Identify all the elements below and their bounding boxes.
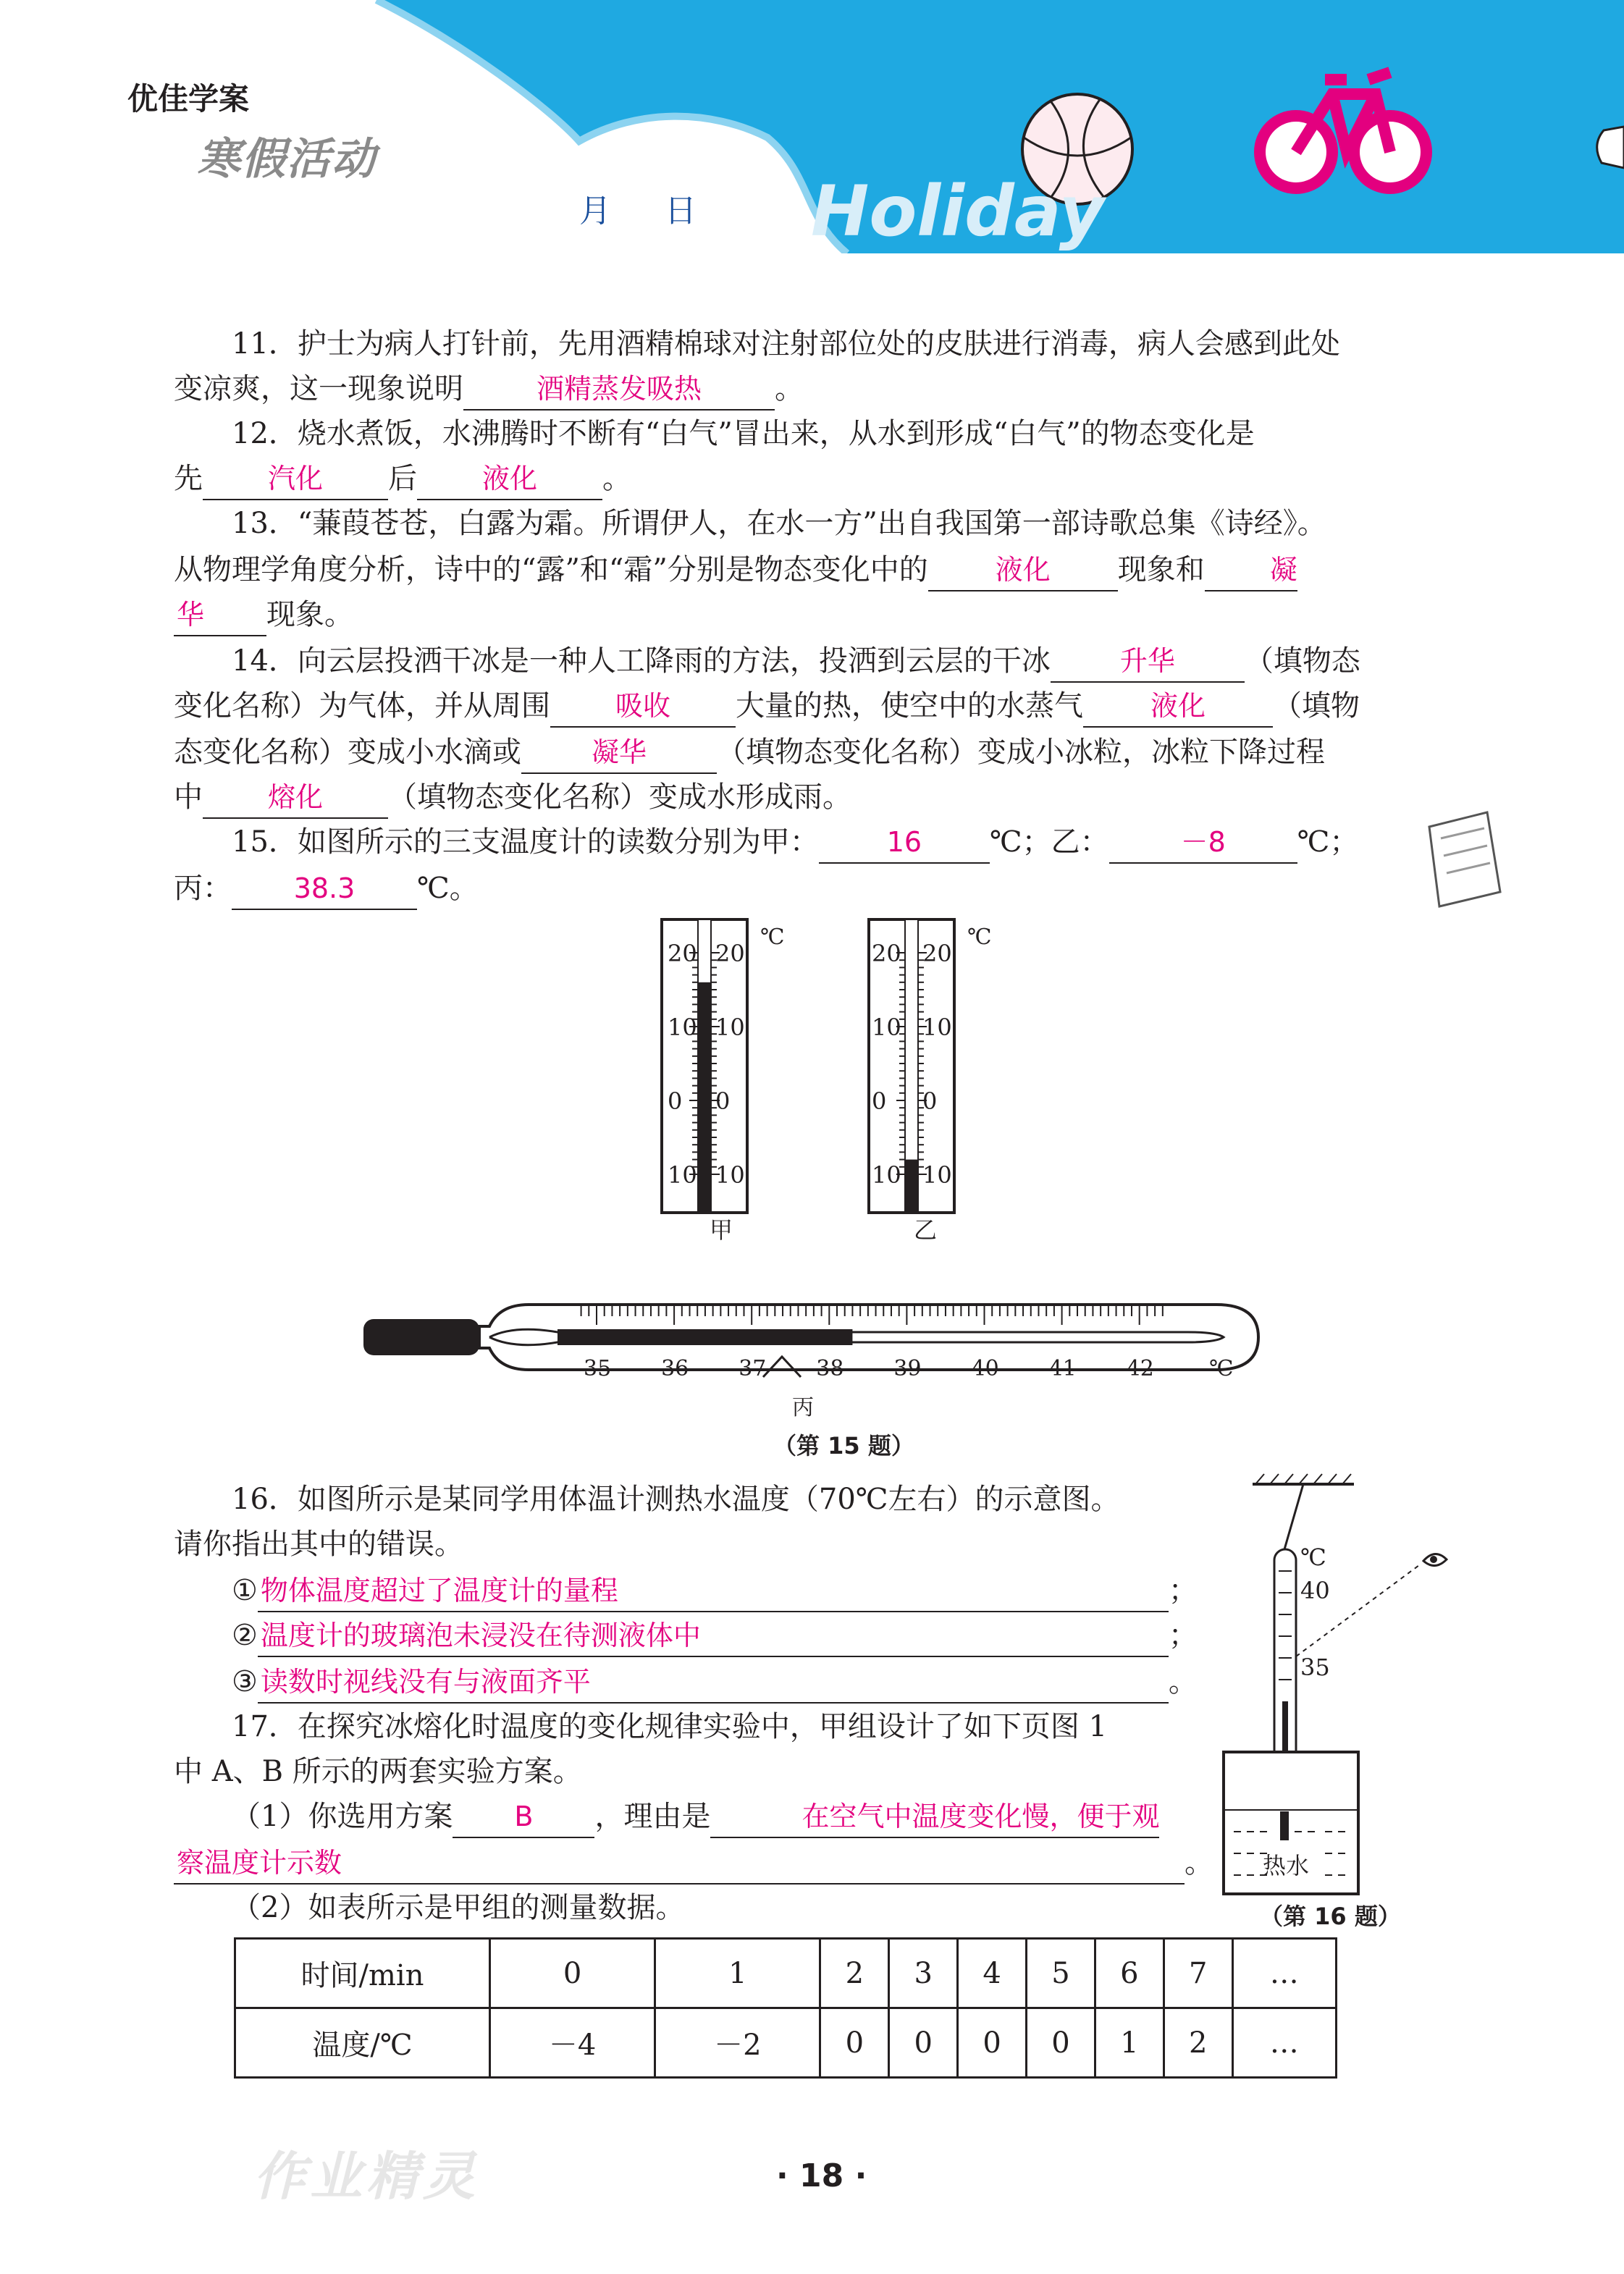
q14-answer-1: 升华 xyxy=(1051,641,1245,683)
table-cell: 6 xyxy=(1095,1939,1164,2008)
jia-unit: ℃ xyxy=(760,925,785,950)
q17-part1: （1）你选用方案 B ，理由是 在空气中温度变化慢，便于观 xyxy=(174,1794,1202,1839)
table-cell: 3 xyxy=(889,1939,958,2008)
q15-caption: （第 15 题） xyxy=(773,1432,914,1460)
yi-right-label: 0 xyxy=(922,1087,938,1115)
q16-scale-lower: 35 xyxy=(1300,1654,1330,1681)
watermark: 作业精灵 xyxy=(253,2146,480,2207)
thermometer-jia xyxy=(662,919,785,1244)
q16-caption: （第 16 题） xyxy=(1260,1903,1401,1930)
q14-answer-2: 吸收 xyxy=(550,686,736,728)
jia-right-label: 0 xyxy=(715,1087,731,1115)
q16-figure xyxy=(1202,1470,1477,1933)
q16-unit: ℃ xyxy=(1300,1544,1326,1571)
jia-right-label: 10 xyxy=(715,1161,745,1189)
table-cell: 0 xyxy=(1027,2008,1095,2078)
q17-answer-reason-a: 在空气中温度变化慢，便于观 xyxy=(710,1796,1159,1838)
q11-line1: 11．护士为病人打针前，先用酒精棉球对注射部位处的皮肤进行消毒，病人会感到此处 xyxy=(232,327,1340,361)
q12-answer-1: 汽化 xyxy=(203,458,388,500)
q16-line1: 16．如图所示是某同学用体温计测热水温度（70℃左右）的示意图。 xyxy=(232,1483,1120,1516)
bing-label: 丙 xyxy=(792,1395,814,1420)
yi-label: 乙 xyxy=(914,1216,938,1244)
q16-line2: 请你指出其中的错误。 xyxy=(174,1528,463,1561)
bing-tick-label: 36 xyxy=(661,1356,689,1381)
q17-line2: 中 A、B 所示的两套实验方案。 xyxy=(174,1755,582,1788)
q17-part1-cont: 察温度计示数 。 xyxy=(174,1840,1202,1885)
eye-icon xyxy=(1423,1554,1447,1565)
q14-line2: 变化名称）为气体，并从周围 吸收 大量的热，使空中的水蒸气 液化 （填物 xyxy=(174,683,1455,728)
table-cell: 5 xyxy=(1027,1939,1095,2008)
thermometer-yi xyxy=(869,919,992,1244)
q15-figure-clinical xyxy=(355,1296,1274,1441)
q15-line2: 丙： 38.3 ℃。 xyxy=(174,866,1455,911)
bing-tick-label: 40 xyxy=(971,1356,999,1381)
q16-item-1: ① 物体温度超过了温度计的量程 ； xyxy=(174,1568,1202,1613)
helmet-icon xyxy=(1597,127,1624,168)
jia-right-label: 10 xyxy=(715,1014,745,1041)
q17-data-table xyxy=(234,1937,1337,2079)
stamp-icon xyxy=(1415,805,1509,914)
table-cell: 0 xyxy=(889,2008,958,2078)
jia-right-label: 20 xyxy=(715,940,745,967)
q11-answer: 酒精蒸发吸热 xyxy=(463,369,775,410)
table-header-cell: 温度/℃ xyxy=(235,2008,490,2078)
yi-right-label: 10 xyxy=(922,1014,952,1041)
bing-unit: ℃ xyxy=(1209,1356,1234,1381)
jia-left-label: 0 xyxy=(668,1087,683,1115)
q16-answer-3: 读数时视线没有与液面齐平 xyxy=(258,1662,1169,1704)
yi-left-label: 0 xyxy=(872,1087,887,1115)
q15-figure-vertical xyxy=(637,912,1043,1260)
table-cell: 2 xyxy=(820,1939,889,2008)
q12-answer-2: 液化 xyxy=(417,458,602,500)
q16-answer-2: 温度计的玻璃泡未浸没在待测液体中 xyxy=(258,1615,1169,1657)
bing-tick-label: 37 xyxy=(739,1356,767,1381)
q13-line2: 从物理学角度分析，诗中的“露”和“霜”分别是物态变化中的 液化 现象和 凝 xyxy=(174,547,1455,592)
jia-left-label: 10 xyxy=(668,1014,697,1041)
table-cell: 0 xyxy=(820,2008,889,2078)
q13-line3: 华 现象。 xyxy=(174,592,1455,637)
q17-answer-reason-b: 察温度计示数 xyxy=(174,1843,1185,1885)
q16-answer-1: 物体温度超过了温度计的量程 xyxy=(258,1570,1169,1612)
table-row xyxy=(235,2008,1337,2078)
table-row xyxy=(235,1939,1337,2008)
q14-answer-4: 凝华 xyxy=(521,732,717,774)
q11-line2: 变凉爽，这一现象说明 酒精蒸发吸热 。 xyxy=(174,366,1455,411)
q15-line1: 15．如图所示的三支温度计的读数分别为甲： 16 ℃；乙： －8 ℃； xyxy=(174,820,1455,864)
day-label: 日 xyxy=(665,193,697,229)
table-cell: 0 xyxy=(490,1939,655,2008)
yi-left-label: 10 xyxy=(872,1014,901,1041)
q16-water-label: 热水 xyxy=(1263,1852,1310,1879)
q17-line1: 17．在探究冰熔化时温度的变化规律实验中，甲组设计了如下页图 1 xyxy=(232,1710,1108,1743)
month-label: 月 xyxy=(579,193,611,229)
table-cell: 1 xyxy=(1095,2008,1164,2078)
yi-right-label: 10 xyxy=(922,1161,952,1189)
q16-item-2: ② 温度计的玻璃泡未浸没在待测液体中 ； xyxy=(174,1613,1202,1658)
q13-answer-2a: 凝 xyxy=(1205,549,1297,591)
holiday-word: Holiday xyxy=(811,171,1105,252)
jia-left-label: 10 xyxy=(668,1161,697,1189)
q12-line1: 12．烧水煮饭，水沸腾时不断有“白气”冒出来，从水到形成“白气”的物态变化是 xyxy=(232,417,1255,450)
yi-unit: ℃ xyxy=(967,925,992,950)
table-cell: 0 xyxy=(958,2008,1027,2078)
q16-scale-upper: 40 xyxy=(1300,1577,1330,1604)
brand-name: 优佳学案 xyxy=(127,81,250,117)
table-cell: －4 xyxy=(490,2008,655,2078)
q15-answer-yi: －8 xyxy=(1109,822,1297,864)
q14-answer-3: 液化 xyxy=(1083,686,1273,728)
yi-left-label: 20 xyxy=(872,940,901,967)
yi-right-label: 20 xyxy=(922,940,952,967)
q14-line4: 中 熔化 （填物态变化名称）变成水形成雨。 xyxy=(174,775,1455,820)
table-cell: 1 xyxy=(655,1939,820,2008)
table-cell: 7 xyxy=(1164,1939,1232,2008)
q15-answer-jia: 16 xyxy=(819,822,990,864)
q13-line1: 13．“蒹葭苍苍，白露为霜。所谓伊人，在水一方”出自我国第一部诗歌总集《诗经》。 xyxy=(232,507,1326,540)
bing-tick-label: 39 xyxy=(893,1356,922,1381)
q12-line2: 先 汽化 后 液化 。 xyxy=(174,456,1455,501)
q13-answer-2b: 华 xyxy=(174,594,266,636)
table-cell: … xyxy=(1232,2008,1336,2078)
bing-tick-label: 42 xyxy=(1126,1356,1154,1381)
jia-label: 甲 xyxy=(710,1216,733,1244)
activity-title: 寒假活动 xyxy=(197,134,376,185)
q17-answer-scheme: B xyxy=(453,1796,594,1838)
bing-tick-label: 41 xyxy=(1048,1356,1077,1381)
table-cell: －2 xyxy=(655,2008,820,2078)
q13-answer-1: 液化 xyxy=(928,549,1118,591)
q16-item-3: ③ 读数时视线没有与液面齐平 。 xyxy=(174,1659,1202,1704)
jia-liquid-column xyxy=(698,982,711,1213)
q17-part2: （2）如表所示是甲组的测量数据。 xyxy=(232,1891,685,1924)
q14-answer-5: 熔化 xyxy=(203,777,388,819)
table-header-cell: 时间/min xyxy=(235,1939,490,2008)
table-cell: 2 xyxy=(1164,2008,1232,2078)
table-cell: 4 xyxy=(958,1939,1027,2008)
yi-left-label: 10 xyxy=(872,1161,901,1189)
jia-left-label: 20 xyxy=(668,940,697,967)
q14-line3: 态变化名称）变成小水滴或 凝华 （填物态变化名称）变成小冰粒，冰粒下降过程 xyxy=(174,730,1455,775)
page-number: · 18 · xyxy=(776,2157,867,2194)
bing-tick-label: 38 xyxy=(816,1356,844,1381)
yi-liquid-column xyxy=(905,1160,918,1213)
bing-liquid-column xyxy=(558,1329,852,1345)
q15-answer-bing: 38.3 xyxy=(232,868,417,910)
table-cell: … xyxy=(1232,1939,1336,2008)
bing-tick-label: 35 xyxy=(584,1356,612,1381)
q14-line1: 14．向云层投洒干冰是一种人工降雨的方法，投洒到云层的干冰 升华 （填物态 xyxy=(174,639,1455,683)
